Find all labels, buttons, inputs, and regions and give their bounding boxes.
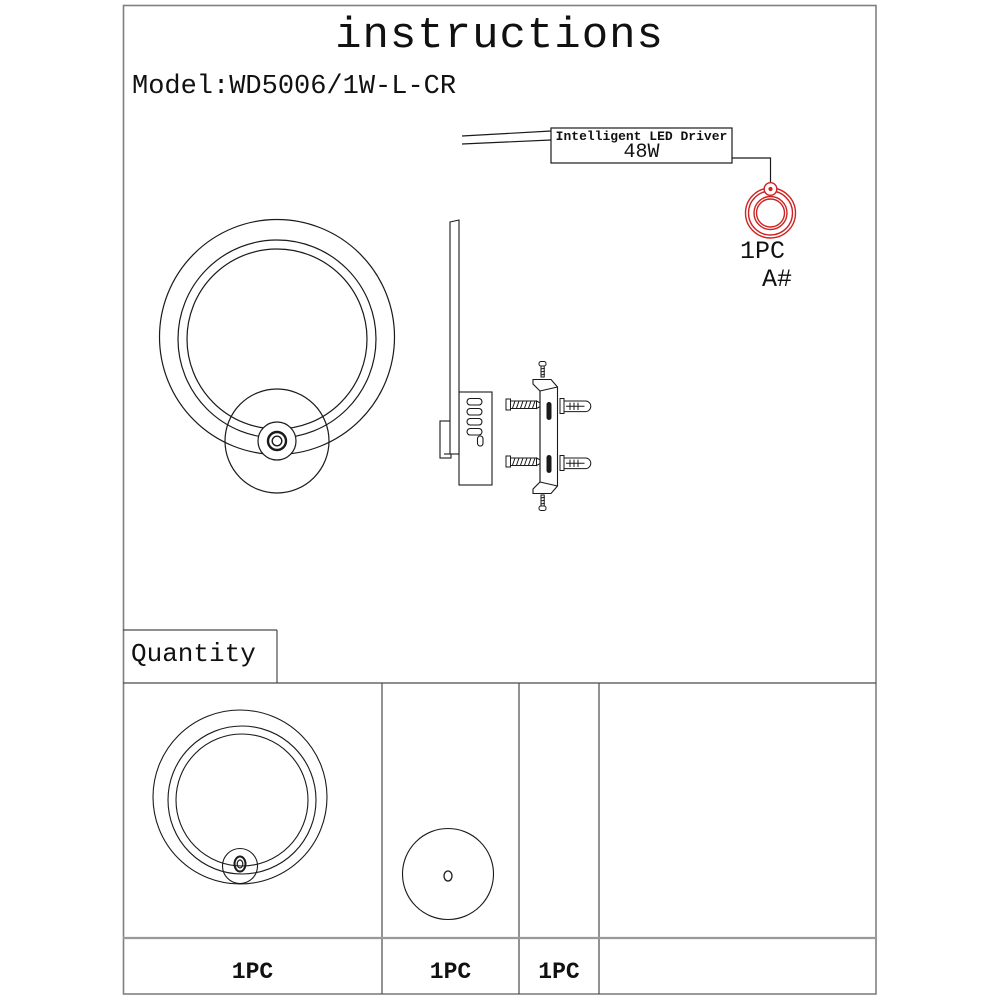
lamp-side-view-drawing xyxy=(440,220,492,485)
mounting-hardware-drawing xyxy=(506,362,591,511)
ring-edge-bar xyxy=(450,220,459,454)
lamp-front-view-drawing xyxy=(160,220,395,494)
page-title: instructions xyxy=(335,11,664,61)
page-border xyxy=(124,6,877,995)
red-ring-connector-icon xyxy=(746,183,796,238)
machine-screw-top-icon xyxy=(539,362,546,378)
wall-anchor-icon xyxy=(560,399,591,414)
mounting-screw-icon xyxy=(506,399,544,410)
qty-cell-canopy: 1PC xyxy=(429,959,472,985)
wall-anchor-icon xyxy=(560,456,591,471)
mounting-screw-icon xyxy=(506,456,544,467)
connector-code: A# xyxy=(762,265,793,294)
machine-screw-bottom-icon xyxy=(539,495,546,511)
round-canopy-drawing xyxy=(403,829,494,920)
mounting-bracket-icon xyxy=(533,380,558,494)
driver-output-wire xyxy=(732,158,771,183)
housing-box xyxy=(459,392,492,485)
quantity-header: Quantity xyxy=(131,639,256,669)
ring-lamp-front-drawing xyxy=(153,710,327,884)
driver-label: Intelligent LED Driver xyxy=(555,129,728,144)
wall-plate xyxy=(440,421,451,458)
model-number: Model:WD5006/1W-L-CR xyxy=(132,72,457,102)
qty-cell-ring: 1PC xyxy=(231,959,274,985)
qty-cell-hardware: 1PC xyxy=(538,959,580,985)
driver-input-wires xyxy=(462,131,551,144)
driver-wattage: 48W xyxy=(623,141,660,164)
connector-qty: 1PC xyxy=(740,237,786,266)
quantity-table-grid xyxy=(123,630,876,994)
